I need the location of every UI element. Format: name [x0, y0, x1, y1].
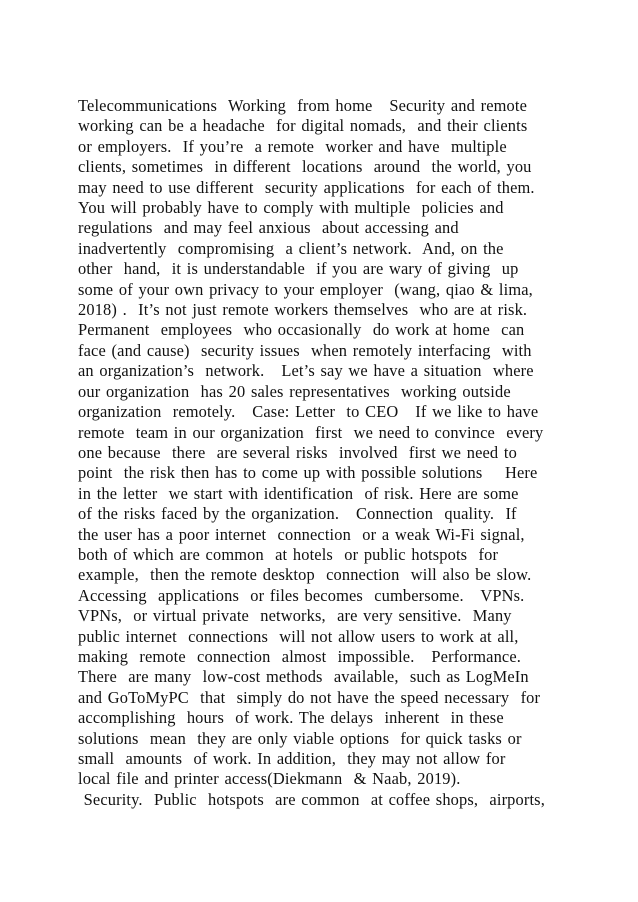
- text-line: public internet connections will not allow users to work at all,: [78, 626, 519, 646]
- text-line: example, then the remote desktop connection will also be slow.: [78, 565, 532, 585]
- text-line: accomplishing hours of work. The delays inherent in these: [78, 708, 504, 728]
- text-line: 2018) . It’s not just remote workers themselves who are at risk.: [78, 300, 528, 320]
- text-line: Permanent employees who occasionally do work at home can: [78, 320, 525, 340]
- text-line: an organization’s network. Let’s say we have a situation where: [78, 361, 534, 381]
- text-line: local file and printer access(Diekmann & Naab, 2019).: [78, 769, 461, 789]
- text-line: one because there are several risks involved first we need to: [78, 442, 517, 462]
- text-line: Telecommunications Working from home Security and remote: [78, 96, 528, 115]
- text-line: VPNs, or virtual private networks, are very sensitive. Many: [78, 606, 512, 626]
- text-line: Security. Public hotspots are common at coffee shops, airports,: [78, 789, 545, 809]
- text-line: regulations and may feel anxious about accessing and: [78, 218, 459, 238]
- text-line: making remote connection almost impossible. Performance.: [78, 646, 522, 666]
- text-line: organization remotely. Case: Letter to CEO If we like to have: [78, 402, 539, 422]
- text-line: the user has a poor internet connection or a weak Wi-Fi signal,: [78, 524, 525, 544]
- text-line: or employers. If you’re a remote worker and have multiple: [78, 136, 507, 156]
- text-line: working can be a headache for digital nomads, and their clients: [78, 116, 528, 136]
- body-text: [78, 96, 618, 810]
- text-line: solutions mean they are only viable options for quick tasks or: [78, 728, 522, 748]
- text-line: in the letter we start with identification of risk. Here are some: [78, 483, 519, 503]
- text-line: face (and cause) security issues when remotely interfacing with: [78, 340, 532, 360]
- text-line: point the risk then has to come up with possible solutions Here: [78, 463, 538, 483]
- text-line: may need to use different security applications for each of them.: [78, 177, 535, 197]
- text-line: remote team in our organization first we need to convince every: [78, 422, 544, 442]
- text-line: some of your own privacy to your employer (wang, qiao & lima,: [78, 279, 533, 299]
- text-line: small amounts of work. In addition, they may not allow for: [78, 749, 506, 768]
- text-line: our organization has 20 sales representatives working outside: [78, 381, 511, 401]
- text-line: There are many low-cost methods available, such as LogMeIn: [78, 667, 529, 687]
- text-line: of the risks faced by the organization. Connection quality. If: [78, 504, 517, 524]
- text-line: other hand, it is understandable if you are wary of giving up: [78, 259, 519, 279]
- text-line: clients, sometimes in different locations around the world, you: [78, 157, 532, 177]
- text-line: You will probably have to comply with multiple policies and: [78, 198, 504, 218]
- text-line: both of which are common at hotels or public hotspots for: [78, 544, 499, 564]
- text-line: inadvertently compromising a client’s network. And, on the: [78, 238, 504, 258]
- text-line: and GoToMyPC that simply do not have the speed necessary for: [78, 687, 541, 707]
- text-line: Accessing applications or files becomes cumbersome. VPNs.: [78, 585, 525, 605]
